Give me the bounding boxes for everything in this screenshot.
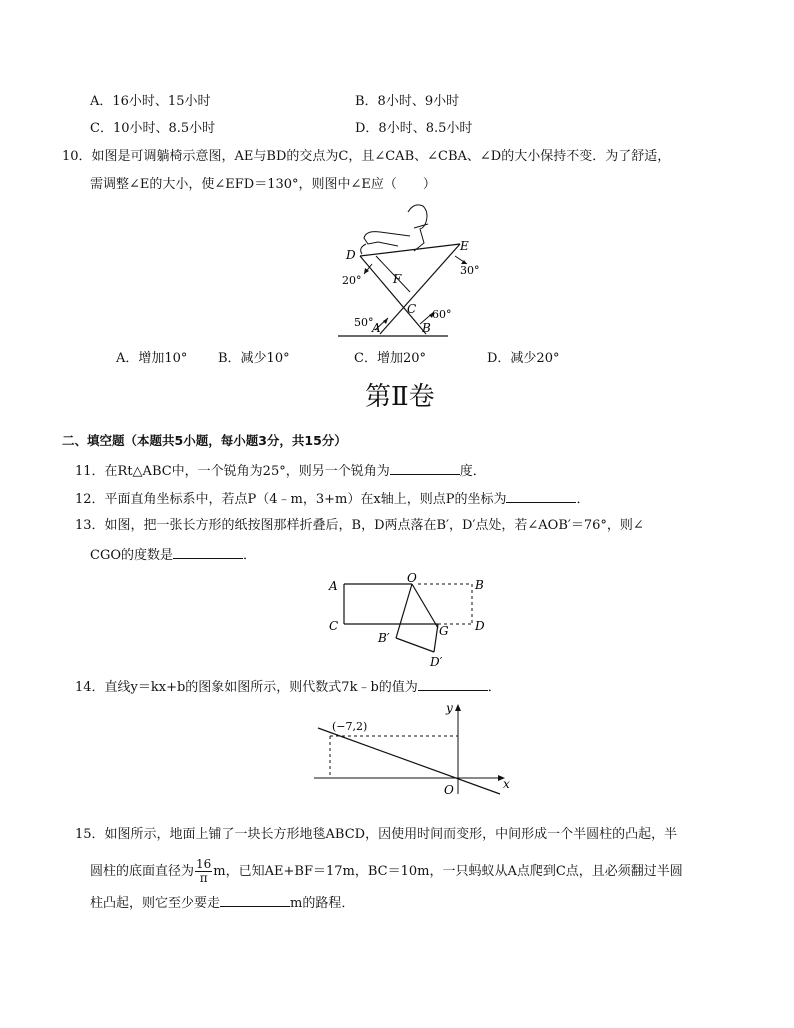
q13-label-c: C: [329, 619, 339, 633]
q14-label-o: O: [444, 783, 454, 797]
q15-fraction: [195, 858, 212, 885]
q13-line1: 13．如图，把一张长方形的纸按图那样折叠后，B，D两点落在B′，D′点处，若∠AOB′＝76°，则∠: [75, 518, 644, 533]
q10-label-a: A: [372, 321, 381, 335]
q9-option-c: C．10小时、8.5小时: [90, 121, 216, 136]
q15-frac-num: 16: [196, 857, 212, 871]
section-heading: 二、填空题（本题共5小题，每小题3分，共15分）: [62, 433, 347, 448]
q13-label-dprime: D′: [430, 655, 443, 669]
q14: [75, 677, 501, 697]
q15-line2: [90, 858, 683, 885]
q15-line3: [90, 893, 354, 913]
q9-option-b: B．8小时、9小时: [355, 94, 460, 109]
q13-label-g: G: [439, 624, 449, 638]
q12-suffix: ．: [576, 492, 590, 507]
q13-label-bprime: B′: [378, 631, 390, 645]
q10-angle-50: 50°: [354, 316, 374, 329]
q10-label-e: E: [460, 239, 469, 253]
q13-text: CGO的度数是: [90, 548, 173, 563]
q14-label-x: x: [503, 777, 510, 791]
q10-label-b: B: [422, 321, 431, 335]
q11-suffix: 度．: [459, 464, 486, 479]
q10-angle-20: 20°: [342, 274, 362, 287]
q14-text: 14．直线y＝kx+b的图象如图所示，则代数式7k﹣b的值为: [75, 680, 418, 695]
q10-option-b: B．减少10°: [218, 351, 290, 366]
q15-line3-post: m的路程．: [290, 896, 355, 911]
q11-text: 11．在Rt△ABC中，一个锐角为25°，则另一个锐角为: [75, 464, 390, 479]
q15-line2-post: m，已知AE+BF＝17m，BC＝10m，一只蚂蚁从A点爬到C点，且必须翻过半圆: [213, 864, 683, 879]
q12-text: 12．平面直角坐标系中，若点P（4﹣m，3+m）在x轴上，则点P的坐标为: [75, 492, 507, 507]
q10-label-c: C: [407, 302, 417, 316]
q10-option-d: D．减少20°: [487, 351, 560, 366]
q13-label-b: B: [475, 578, 484, 592]
q12: [75, 489, 589, 509]
q10-line2: 需调整∠E的大小，使∠EFD＝130°，则图中∠E应（ ）: [90, 177, 436, 192]
q10-angle-30: 30°: [460, 264, 480, 277]
q15-frac-den: π: [199, 871, 208, 885]
q9-option-d: D．8小时、8.5小时: [355, 121, 473, 136]
q10-option-a: A．增加10°: [116, 351, 188, 366]
q12-answer-blank[interactable]: [506, 489, 576, 503]
q10-figure: [330, 198, 490, 343]
q13-label-o: O: [407, 572, 417, 585]
q13-suffix: ．: [243, 548, 257, 563]
q9-option-a: A．16小时、15小时: [90, 94, 211, 109]
q14-answer-blank[interactable]: [418, 677, 488, 691]
q10-option-c: C．增加20°: [354, 351, 426, 366]
q10-line1: 10．如图是可调躺椅示意图，AE与BD的交点为C，且∠CAB、∠CBA、∠D的大小保持不变．为了舒适，: [62, 149, 671, 164]
q10-label-f: F: [393, 272, 402, 286]
q10-label-d: D: [346, 248, 356, 262]
q13-line2: [90, 545, 256, 565]
q14-point-label: (−7,2): [332, 720, 368, 733]
q14-figure: [300, 698, 520, 798]
q13-label-d: D: [475, 619, 485, 633]
q13-label-a: A: [329, 579, 338, 593]
q11: [75, 461, 486, 481]
q10-angle-60: 60°: [432, 308, 452, 321]
q15-line3-pre: 柱凸起，则它至少要走: [90, 896, 221, 911]
q15-line1: 15．如图所示，地面上铺了一块长方形地毯ABCD，因使用时间而变形，中间形成一个半圆柱的凸起，半: [75, 827, 678, 842]
q14-suffix: ．: [487, 680, 501, 695]
q13-figure: [322, 572, 492, 672]
q15-line2-pre: 圆柱的底面直径为: [90, 864, 195, 879]
q15-answer-blank[interactable]: [220, 893, 290, 907]
q13-answer-blank[interactable]: [173, 545, 243, 559]
q11-answer-blank[interactable]: [390, 461, 460, 475]
section-title: 第Ⅱ卷: [365, 382, 435, 412]
q14-label-y: y: [446, 701, 453, 715]
